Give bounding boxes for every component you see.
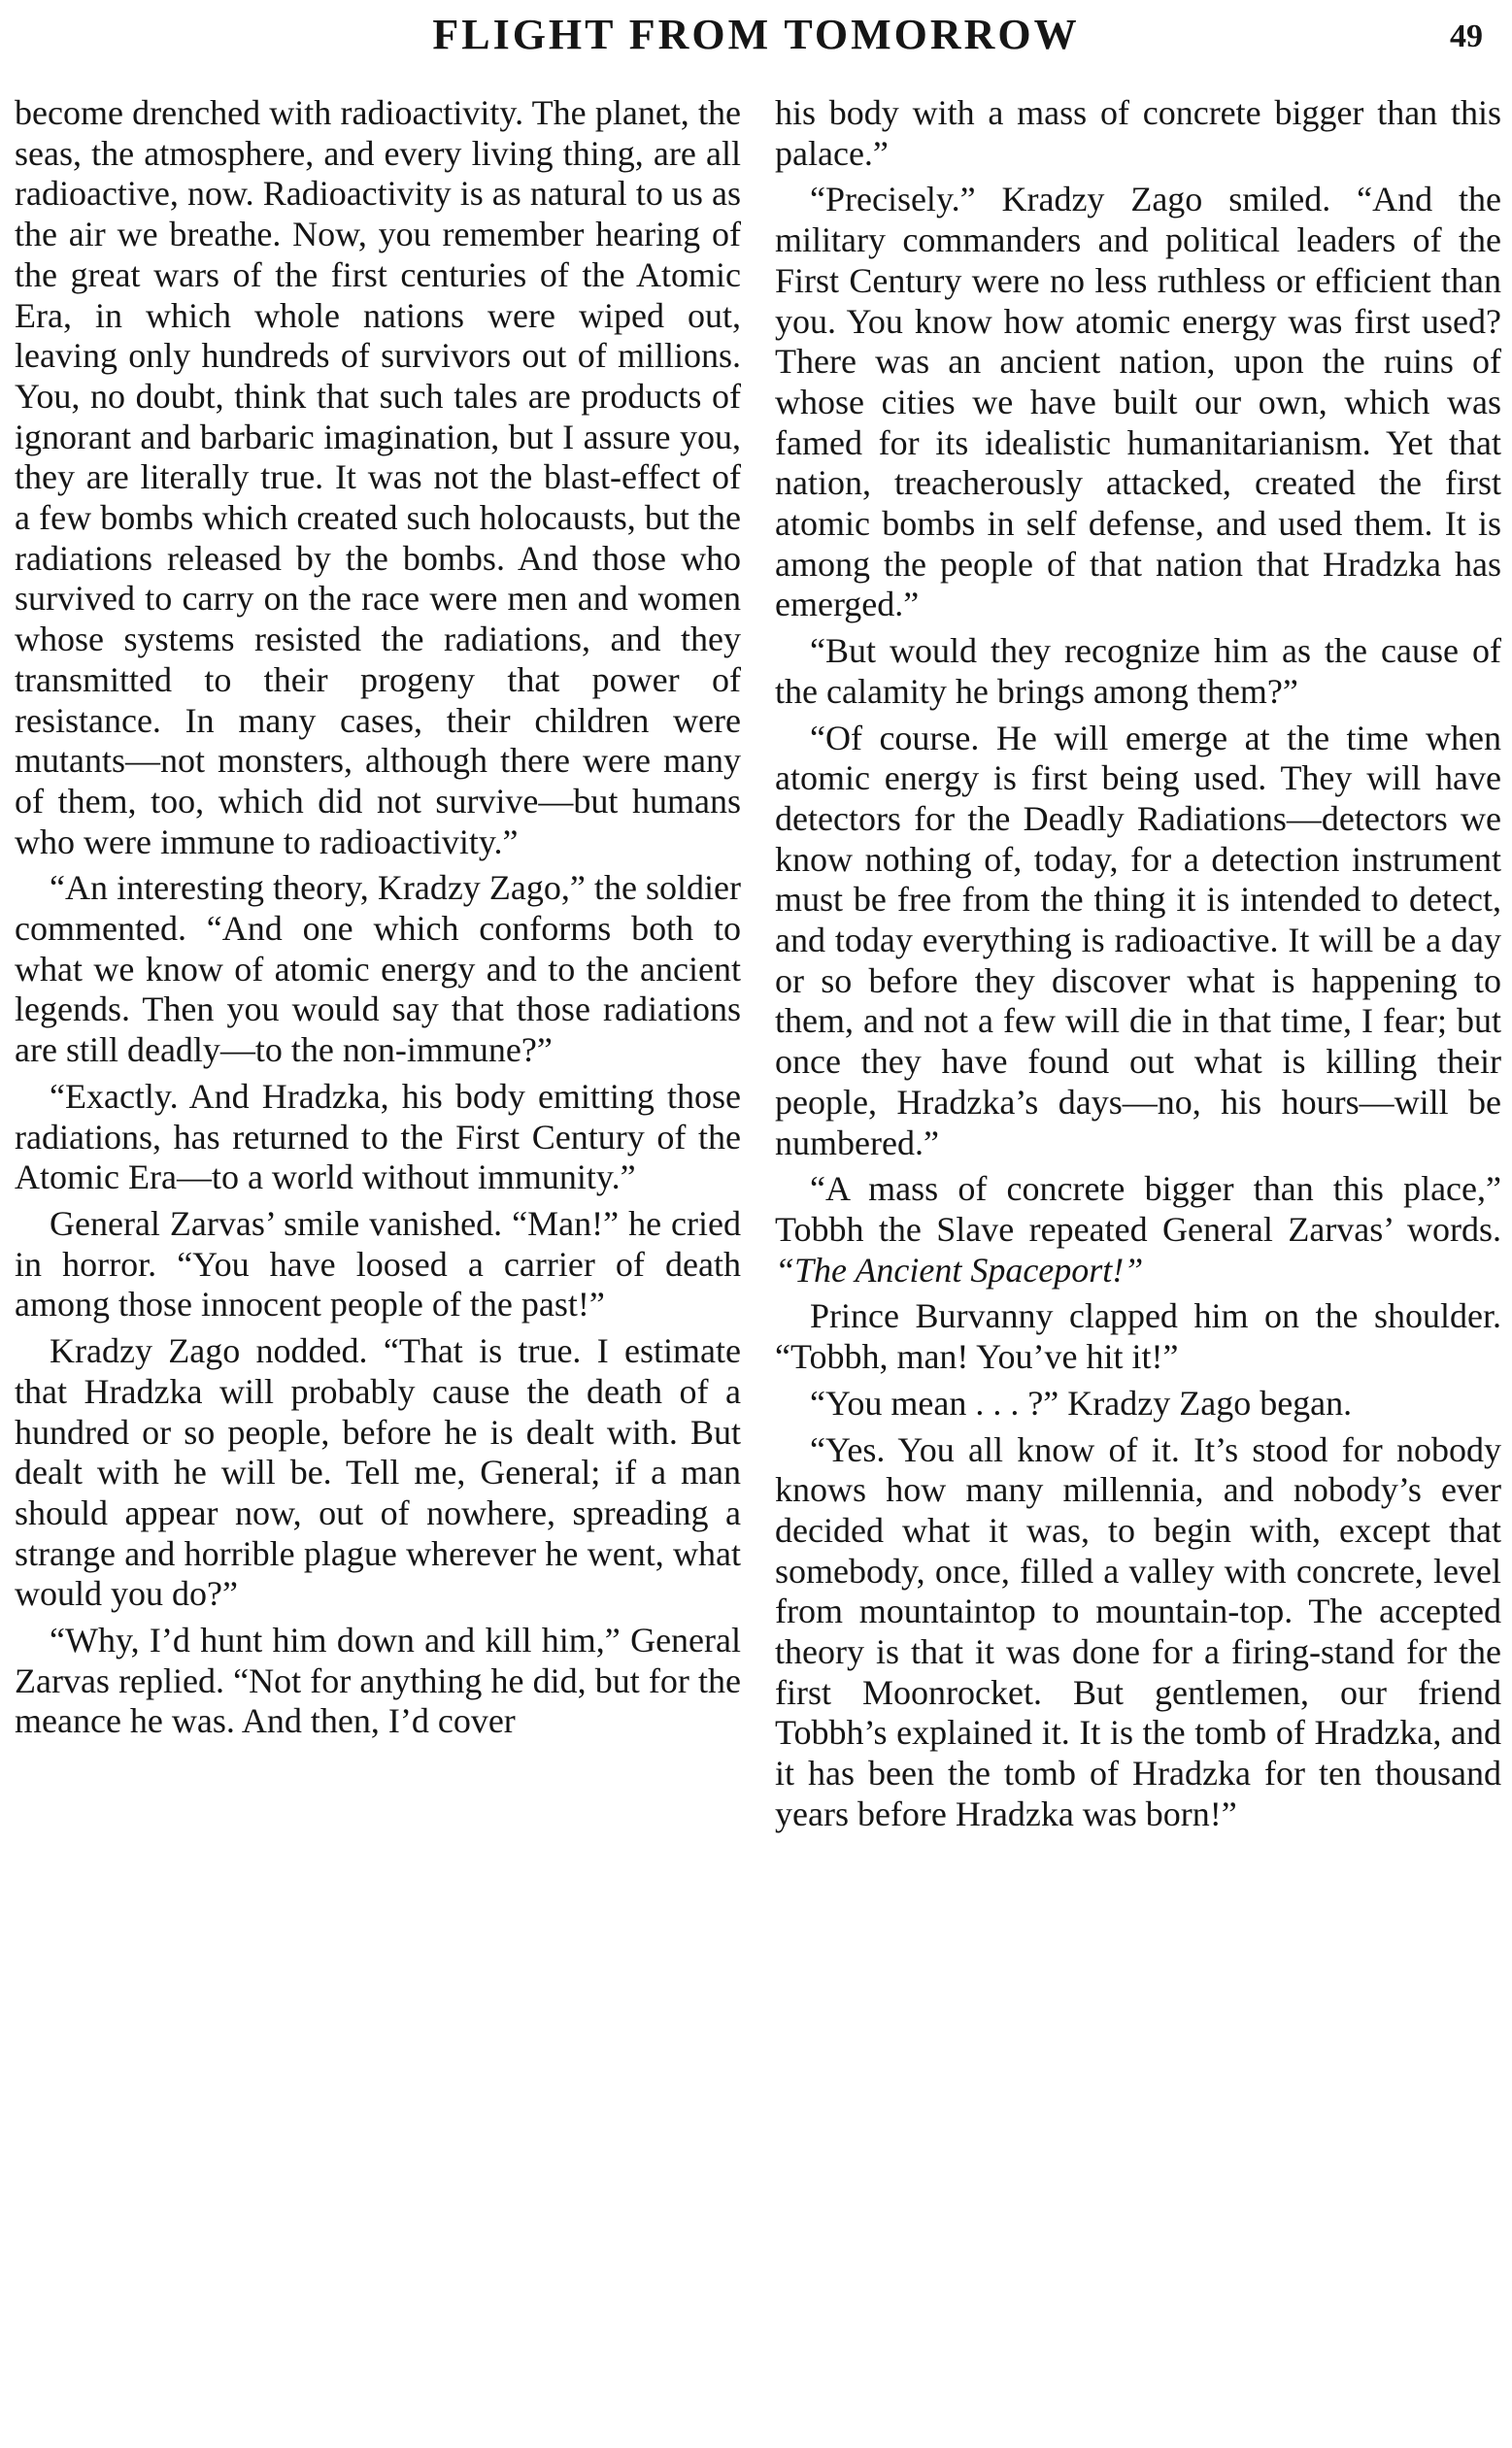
running-title: FLIGHT FROM TOMORROW (432, 11, 1080, 58)
paragraph: General Zarvas’ smile vanished. “Man!” he cried in horror. “You have loosed a carrier of death among those innocent people of the past!” (15, 1203, 741, 1325)
paragraph: Prince Burvanny clapped him on the shoulder. “Tobbh, man! You’ve hit it!” (775, 1296, 1501, 1377)
paragraph (775, 1169, 1501, 1291)
paragraph: “An interesting theory, Kradzy Zago,” the soldier commented. “And one which conforms both to what we know of atomic energy and to the ancient legends. Then you would say that those radiations are still deadly—to the non-immune?” (15, 868, 741, 1070)
right-column (775, 93, 1501, 2438)
paragraph: “Precisely.” Kradzy Zago smiled. “And the military commanders and political leaders of the First Century were no less ruthless or efficient than you. You know how atomic energy was first used? There was an ancient nation, upon the ruins of whose cities we have built our own, which was famed for its idealistic humanitarianism. Yet that nation, treacherously attacked, created the first atomic bombs in self defense, and used them. It is among the people of that nation that Hradzka has emerged.” (775, 180, 1501, 624)
page-header (0, 0, 1512, 85)
paragraph: “Yes. You all know of it. It’s stood for nobody knows how many millennia, and nobody’s ever decided what it was, to begin with, except that somebody, once, filled a valley with concrete, level from mountaintop to mountain-top. The accepted theory is that it was done for a firing-stand for the first Moonrocket. But gentlemen, our friend Tobbh’s explained it. It is the tomb of Hradzka, and it has been the tomb of Hradzka for ten thousand years before Hradzka was born!” (775, 1429, 1501, 1833)
page-number: 49 (1450, 18, 1483, 54)
paragraph: “You mean . . . ?” Kradzy Zago began. (810, 1383, 1353, 1423)
paragraph: Kradzy Zago nodded. “That is true. I estimate that Hradzka will probably cause the death of a hundred or so people, before he is dealt with. But dealt with he will be. Tell me, General; if a man should appear now, out of nowhere, spreading a strange and horrible plague wherever he went, what would you do?” (15, 1331, 741, 1614)
paragraph: “Exactly. And Hradzka, his body emitting those radiations, has returned to the First Century of the Atomic Era—to a world without immunity.” (15, 1076, 741, 1197)
paragraph: become drenched with radioactivity. The planet, the seas, the atmosphere, and every living thing, are all radioactive, now. Radioactivity is as natural to us as the air we breathe. Now, you remember hearing of the great wars of the first centuries of the Atomic Era, in which whole nations were wiped out, leaving only hundreds of survivors out of millions. You, no doubt, think that such tales are products of ignorant and barbaric imagination, but I assure you, they are literally true. It was not the blast-effect of a few bombs which created such holocausts, but the radiations released by the bombs. And those who survived to carry on the race were men and women whose systems resisted the radiations, and they transmitted to their progeny that power of resistance. In many cases, their children were mutants—not monsters, although there were many of them, too, which did not survive—but humans who were immune to radioactivity.” (15, 93, 741, 861)
paragraph: “Of course. He will emerge at the time when atomic energy is first being used. They will have detectors for the Deadly Radiations—detectors we know nothing of, today, for a detection instrument must be free from the thing it is intended to detect, and today everything is radioactive. It will be a day or so before they discover what is happening to them, and not a few will die in that time, I fear; but once they have found out what is killing their people, Hradzka’s days—no, his hours—will be numbered.” (775, 718, 1501, 1162)
paragraph: his body with a mass of concrete bigger than this palace.” (775, 93, 1501, 173)
italic-text: “The Ancient Spaceport!” (775, 1250, 1144, 1290)
left-column (15, 93, 741, 2438)
paragraph: “Why, I’d hunt him down and kill him,” General Zarvas replied. “Not for anything he did, but for the meance he was. And then, I’d cover (15, 1621, 741, 1741)
paragraph: “But would they recognize him as the cause of the calamity he brings among them?” (775, 631, 1501, 711)
paragraph-text: “A mass of concrete bigger than this place,” Tobbh the Slave repeated General Zarvas’ words. (775, 1169, 1501, 1249)
